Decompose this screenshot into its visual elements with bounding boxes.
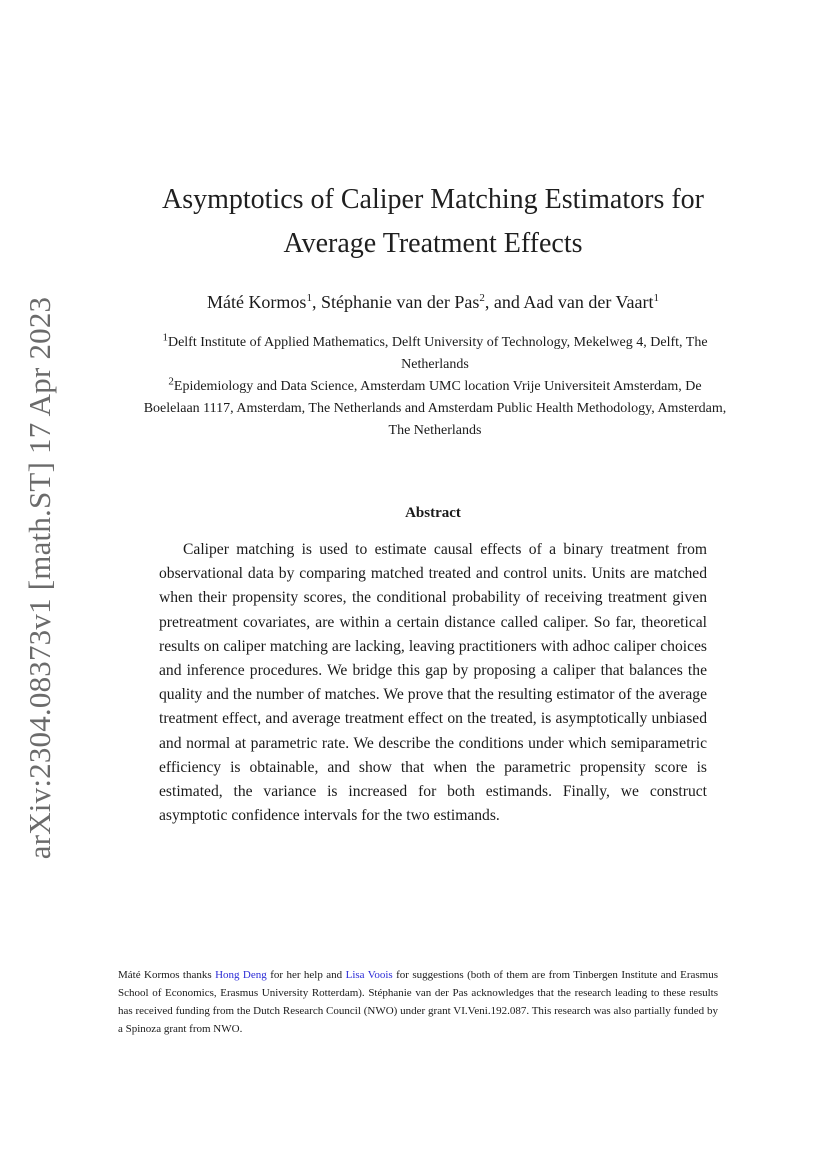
footnote-text: for suggestions (both of them are from Tinbergen Institute and Erasmus School of Economics, Erasmus University Rotterdam). Stéphanie van der Pas acknowledges that the research leading to these results has received funding from the Dutch Research Council (NWO) under grant VI.Veni.192.087. This research was also partially funded by a Spinoza grant from NWO.	[118, 969, 718, 1035]
author-name: Stéphanie van der Pas	[320, 292, 480, 312]
link-lisa-voois[interactable]: Lisa Voois	[345, 969, 393, 981]
arxiv-side-stamp: arXiv:2304.08373v1 [math.ST] 17 Apr 2023	[22, 296, 57, 860]
acknowledgement-footnote	[118, 966, 718, 1038]
author-affiliation-mark: 1	[653, 292, 660, 304]
abstract-body: Caliper matching is used to estimate causal effects of a binary treatment from observational data by comparing matched treated and control units. Units are matched when their propensity scores, the conditional probability of receiving treatment given pretreatment covariates, are within a certain distance called caliper. So far, theoretical results on caliper matching are lacking, leaving practitioners with adhoc caliper choices and inference procedures. We bridge this gap by proposing a caliper that balances the quality and the number of matches. We prove that the resulting estimator of the average treatment effect, and average treatment effect on the treated, is asymptotically unbiased and normal at parametric rate. We describe the conditions under which semiparametric efficiency is obtainable, and show that when the parametric propensity score is estimated, the variance is increased for both estimands. Finally, we construct asymptotic confidence intervals for the two estimands.	[159, 541, 707, 825]
paper-title: Asymptotics of Caliper Matching Estimators for Average Treatment Effects	[161, 184, 705, 259]
author-list	[133, 290, 733, 314]
link-hong-deng[interactable]: Hong Deng	[215, 969, 267, 981]
footnote-text: for her help and	[266, 969, 346, 981]
author-name: Máté Kormos	[206, 292, 307, 312]
author-affiliation-mark: 2	[479, 292, 485, 304]
affiliation-text: Epidemiology and Data Science, Amsterdam UMC location Vrije Universiteit Amsterdam, De Boelelaan 1117, Amsterdam, The Netherlands and Amsterdam Public Health Methodology, Amsterdam, The Netherlands	[143, 379, 727, 438]
affiliation-1	[140, 332, 730, 376]
author-separator: ,	[311, 292, 321, 312]
author-affiliation-mark: 1	[306, 292, 312, 304]
footnote-text: Máté Kormos thanks	[118, 969, 216, 981]
author-separator: , and	[484, 292, 524, 312]
affiliation-mark: 1	[162, 331, 168, 344]
abstract-heading: Abstract	[405, 505, 461, 521]
author-name: Aad van der Vaart	[523, 292, 654, 312]
affiliation-text: Delft Institute of Applied Mathematics, Delft University of Technology, Mekelweg 4, Delft, The Netherlands	[167, 335, 708, 372]
affiliation-2	[140, 376, 730, 442]
affiliation-mark: 2	[168, 375, 174, 388]
